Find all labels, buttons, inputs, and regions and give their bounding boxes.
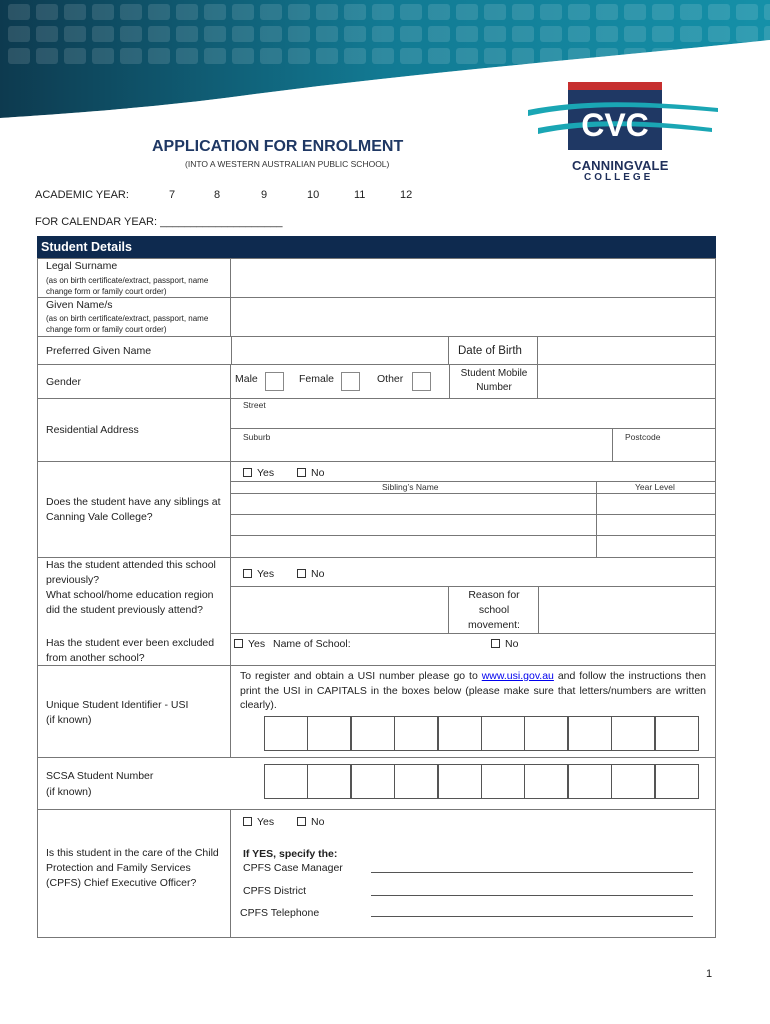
siblings-no-checkbox[interactable] (297, 468, 306, 477)
cpfs-district-label: CPFS District (243, 885, 306, 897)
attended-no-label: No (311, 568, 325, 580)
svg-text:CVC: CVC (581, 107, 649, 143)
cpfs-telephone-field[interactable] (371, 916, 693, 917)
postcode-label: Postcode (625, 432, 661, 442)
year-level-input-1[interactable] (597, 494, 716, 515)
legal-surname-label: Legal Surname (46, 260, 118, 272)
usi-char-box[interactable] (264, 716, 308, 751)
year-option-10[interactable]: 10 (307, 189, 320, 201)
sibling-name-input-1[interactable] (231, 494, 597, 515)
cpfs-manager-label: CPFS Case Manager (243, 862, 343, 874)
attended-yes-checkbox[interactable] (243, 569, 252, 578)
sibling-name-input-2[interactable] (231, 515, 597, 536)
scsa-char-box[interactable] (264, 764, 308, 799)
page-number: 1 (706, 968, 713, 980)
preferred-name-row (37, 337, 231, 365)
year-option-9[interactable]: 9 (261, 189, 268, 201)
usi-label-known: (if known) (46, 714, 92, 726)
attended-no-option[interactable] (297, 568, 324, 580)
legal-surname-note: (as on birth certificate/extract, passport, name change form or family court order) (46, 276, 209, 296)
attended-yes-option[interactable] (243, 568, 274, 580)
scsa-char-box[interactable] (568, 764, 612, 799)
year-option-8[interactable]: 8 (214, 189, 221, 201)
year-option-11[interactable]: 11 (354, 189, 366, 201)
excluded-no-label: No (505, 638, 519, 650)
year-level-input-3[interactable] (597, 536, 716, 558)
region-input[interactable] (231, 587, 449, 634)
street-label: Street (243, 400, 266, 410)
attended-yes-label: Yes (257, 568, 275, 580)
address-label: Residential Address (46, 424, 139, 436)
dob-input[interactable] (538, 337, 716, 365)
usi-char-box[interactable] (568, 716, 612, 751)
usi-instructions (240, 669, 706, 713)
siblings-no-option[interactable] (297, 467, 324, 479)
suburb-input[interactable] (231, 429, 613, 462)
mobile-label: Student Mobile Number (460, 368, 528, 393)
siblings-yes-label: Yes (257, 467, 275, 479)
cpfs-no-option[interactable] (297, 816, 324, 828)
excluded-yes-checkbox[interactable] (234, 639, 243, 648)
cpfs-if-yes-label: If YES, specify the: (243, 848, 338, 860)
reason-label: Reason for school movement: (468, 589, 520, 631)
usi-char-box[interactable] (481, 716, 525, 751)
scsa-label: SCSA Student Number (46, 770, 154, 782)
year-option-7[interactable]: 7 (169, 189, 176, 201)
excluded-no-option[interactable] (491, 638, 518, 650)
usi-char-box[interactable] (351, 716, 395, 751)
scsa-char-box[interactable] (481, 764, 525, 799)
preferred-name-label: Preferred Given Name (46, 345, 152, 357)
section-header: Student Details (37, 236, 716, 258)
given-names-label: Given Name/s (46, 299, 113, 311)
scsa-char-box[interactable] (655, 764, 699, 799)
excluded-yes-option[interactable] (234, 638, 265, 650)
preferred-name-input[interactable] (231, 337, 449, 365)
cpfs-question: Is this student in the care of the Child Protection and Family Services (CPFS) Chief Executive Officer? (46, 847, 219, 889)
sibling-name-col-label: Sibling’s Name (382, 482, 439, 492)
cpfs-manager-field[interactable] (371, 872, 693, 873)
usi-char-box[interactable] (655, 716, 699, 751)
usi-char-box[interactable] (611, 716, 655, 751)
usi-char-box[interactable] (438, 716, 482, 751)
scsa-char-box[interactable] (394, 764, 438, 799)
attended-question: Has the student attended this school previously? (46, 559, 216, 586)
scsa-char-box[interactable] (524, 764, 568, 799)
scsa-char-box[interactable] (351, 764, 395, 799)
suburb-label: Suburb (243, 432, 271, 442)
siblings-yes-option[interactable] (243, 467, 274, 479)
year-option-12[interactable]: 12 (400, 189, 413, 201)
cpfs-telephone-label: CPFS Telephone (240, 907, 320, 919)
cpfs-no-label: No (311, 816, 325, 828)
year-level-input-2[interactable] (597, 515, 716, 536)
gender-label: Gender (46, 376, 82, 388)
attended-no-checkbox[interactable] (297, 569, 306, 578)
region-question: What school/home education region did the student previously attend? (46, 589, 214, 616)
excluded-question: Has the student ever been excluded from another school? (46, 637, 215, 664)
calendar-year-field[interactable]: FOR CALENDAR YEAR: ____________________ (35, 216, 283, 228)
usi-char-box[interactable] (524, 716, 568, 751)
usi-char-box[interactable] (307, 716, 351, 751)
cpfs-district-field[interactable] (371, 895, 693, 896)
excluded-school-label: Name of School: (273, 638, 351, 650)
form-subtitle: (INTO A WESTERN AUSTRALIAN PUBLIC SCHOOL) (185, 159, 390, 169)
usi-instructions-text-2: and follow the instructions then print the USI in CAPITALS in the boxes below (please make sure that letters/numbers are written clearly). (240, 670, 706, 711)
siblings-no-label: No (311, 467, 325, 479)
cpfs-no-checkbox[interactable] (297, 817, 306, 826)
siblings-question: Does the student have any siblings at Canning Vale College? (46, 496, 221, 523)
gender-female-label: Female (299, 373, 335, 385)
logo-wordmark: CANNINGVALE (572, 158, 669, 173)
year-level-col-label: Year Level (635, 482, 675, 492)
usi-website-link[interactable]: www.usi.gov.au (481, 670, 554, 682)
given-names-note: (as on birth certificate/extract, passport, name change form or family court order) (46, 314, 209, 334)
scsa-label-known: (if known) (46, 786, 92, 798)
scsa-char-box[interactable] (611, 764, 655, 799)
legal-surname-input[interactable] (231, 258, 716, 298)
scsa-char-box[interactable] (307, 764, 351, 799)
logo-subtext: COLLEGE (584, 172, 654, 183)
usi-label: Unique Student Identifier - USI (46, 699, 189, 711)
gender-male-label: Male (235, 373, 258, 385)
mobile-input[interactable] (538, 365, 716, 399)
academic-year-label: ACADEMIC YEAR: (35, 189, 129, 201)
usi-char-box[interactable] (394, 716, 438, 751)
given-names-input[interactable] (231, 298, 716, 337)
gender-options-cell (231, 365, 449, 399)
reason-input[interactable] (539, 587, 716, 634)
excluded-yes-label: Yes (248, 638, 266, 650)
siblings-yes-checkbox[interactable] (243, 468, 252, 477)
gender-other-label: Other (377, 373, 404, 385)
usi-instructions-text: To register and obtain a USI number please go to (240, 670, 478, 682)
form-title: APPLICATION FOR ENROLMENT (152, 138, 404, 155)
cpfs-yes-label: Yes (257, 816, 275, 828)
cpfs-yes-option[interactable] (243, 816, 274, 828)
street-input[interactable] (231, 399, 716, 429)
gender-label-cell (37, 365, 231, 399)
sibling-name-input-3[interactable] (231, 536, 597, 558)
excluded-no-checkbox[interactable] (491, 639, 500, 648)
cpfs-yes-checkbox[interactable] (243, 817, 252, 826)
scsa-char-box[interactable] (438, 764, 482, 799)
dob-label: Date of Birth (458, 345, 522, 357)
